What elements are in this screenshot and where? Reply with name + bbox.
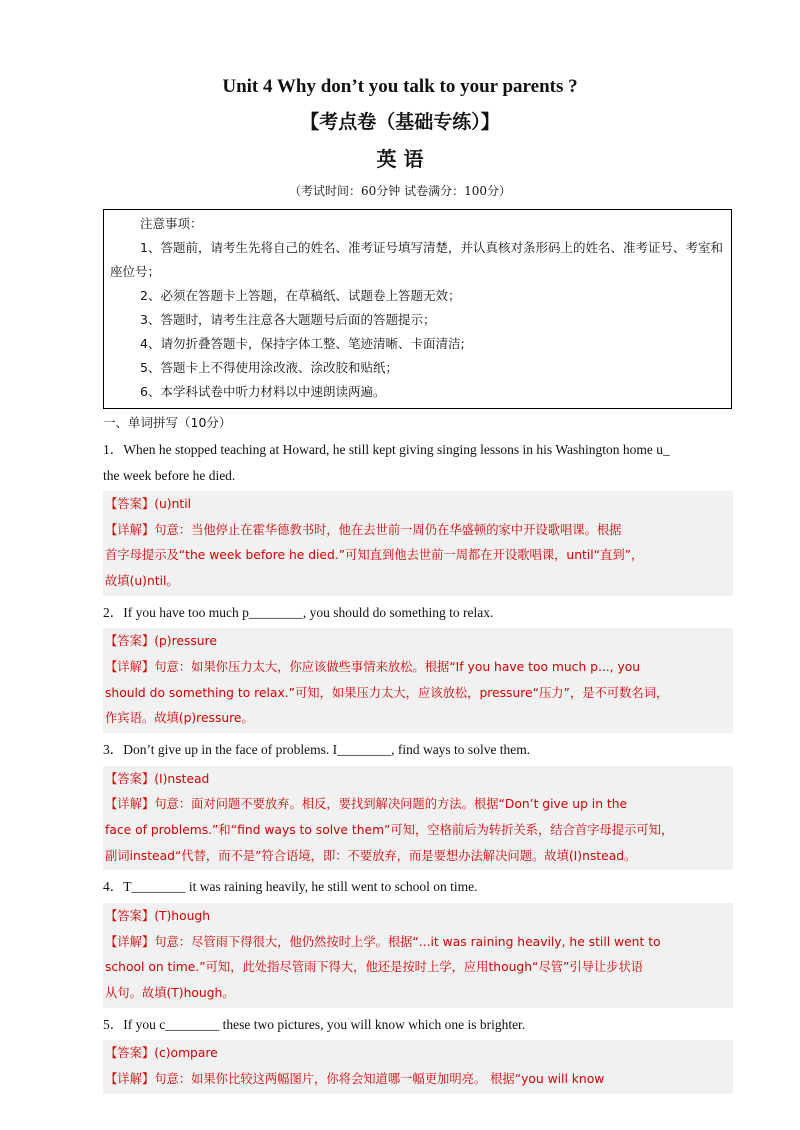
question-stem-line: 5．If you c________ these two pictures, you will know which one is brighter. (103, 1016, 526, 1032)
notice-item: 2、必须在答题卡上答题，在草稿纸、试题卷上答题无效； (140, 288, 461, 303)
notice-item: 6、本学科试卷中听力材料以中速朗读两遍。 (140, 384, 386, 399)
question-stem-line: 1．When he stopped teaching at Howard, he still kept giving singing lessons in his Washington home u_ (103, 442, 670, 457)
detail-line: 副词instead“代替，而不是”符合语境，即：不要放弃，而是要想办法解决问题。故填(I)nstead。 (105, 848, 637, 863)
section-title: 一、单词拼写（10分） (103, 415, 232, 430)
document-title-english: Unit 4 Why don’t you talk to your parents ? (222, 76, 578, 97)
question-stem-line: 3．Don’t give up in the face of problems. I________, find ways to solve them. (103, 742, 531, 758)
notice-item: 5、答题卡上不得使用涂改液、涂改胶和贴纸； (140, 360, 398, 375)
question-stem (103, 437, 733, 488)
answer-block (103, 628, 733, 733)
exam-info: （考试时间：60分钟 试卷满分：100分） (289, 184, 511, 198)
detail-line: 从句。故填(T)hough。 (105, 986, 235, 1001)
answer-block (103, 766, 733, 871)
notice-item: 4、请勿折叠答题卡，保持字体工整、笔迹清晰、卡面清洁; (140, 336, 465, 351)
detail-line: 【详解】句意：当他停止在霍华德教书时，他在去世前一周仍在华盛顿的家中开设歌唱课。根据 (105, 522, 622, 537)
question-stem (103, 874, 733, 900)
notice-heading: 注意事项： (140, 216, 203, 231)
question-stem (103, 1012, 733, 1038)
question-stem-line: 4．T________ it was raining heavily, he still went to school on time. (103, 879, 478, 895)
subject-title: 英 语 (376, 147, 424, 171)
question-section (103, 413, 733, 1094)
detail-line: school on time.”可知，此处指尽管雨下得大，他还是按时上学，应用though“尽管”引导让步状语 (105, 960, 644, 975)
answer-block (103, 491, 733, 596)
detail-line: 【详解】句意：如果你压力太大，你应该做些事情来放松。根据“If you have too much p..., you (105, 660, 641, 675)
question-stem (103, 737, 733, 763)
notice-box (103, 209, 732, 409)
answer-line: 【答案】(p)ressure (105, 634, 217, 649)
notice-item: 1、答题前，请考生先将自己的姓名、准考证号填写清楚，并认真核对条形码上的姓名、准考证号、考室和座位号； (110, 240, 723, 279)
detail-line: 【详解】句意：尽管雨下得很大，他仍然按时上学。根据“...it was raining heavily, he still went to (105, 934, 661, 949)
detail-line: face of problems.”和“find ways to solve them”可知，空格前后为转折关系，结合首字母提示可知， (105, 823, 674, 838)
question-stem-line: the week before he died. (103, 467, 236, 483)
answer-block (103, 1040, 733, 1093)
answer-line: 【答案】(T)hough (105, 908, 211, 923)
notice-item: 3、答题时，请考生注意各大题题号后面的答题提示； (140, 312, 436, 327)
answer-line: 【答案】(c)ompare (105, 1046, 218, 1061)
detail-line: 首字母提示及“the week before he died.”可知直到他去世前一周都在开设歌唱课，until“直到”， (105, 548, 644, 563)
question-stem (103, 600, 733, 626)
document-title-chinese: 【考点卷（基础专练）】 (300, 111, 500, 133)
detail-line: 故填(u)ntil。 (105, 574, 179, 589)
detail-line: should do something to relax.”可知，如果压力太大，应该放松，pressure“压力”，是不可数名词， (105, 685, 669, 700)
question-stem-line: 2．If you have too much p________, you should do something to relax. (103, 604, 494, 620)
answer-block (103, 903, 733, 1008)
detail-line: 作宾语。故填(p)ressure。 (105, 711, 254, 726)
answer-line: 【答案】(u)ntil (105, 497, 192, 511)
answer-line: 【答案】(I)nstead (105, 771, 210, 786)
detail-line: 【详解】句意：如果你比较这两幅图片，你将会知道哪一幅更加明亮。 根据“you will know (105, 1071, 605, 1086)
detail-line: 【详解】句意：面对问题不要放弃。相反，要找到解决问题的方法。根据“Don’t give up in the (105, 797, 628, 812)
